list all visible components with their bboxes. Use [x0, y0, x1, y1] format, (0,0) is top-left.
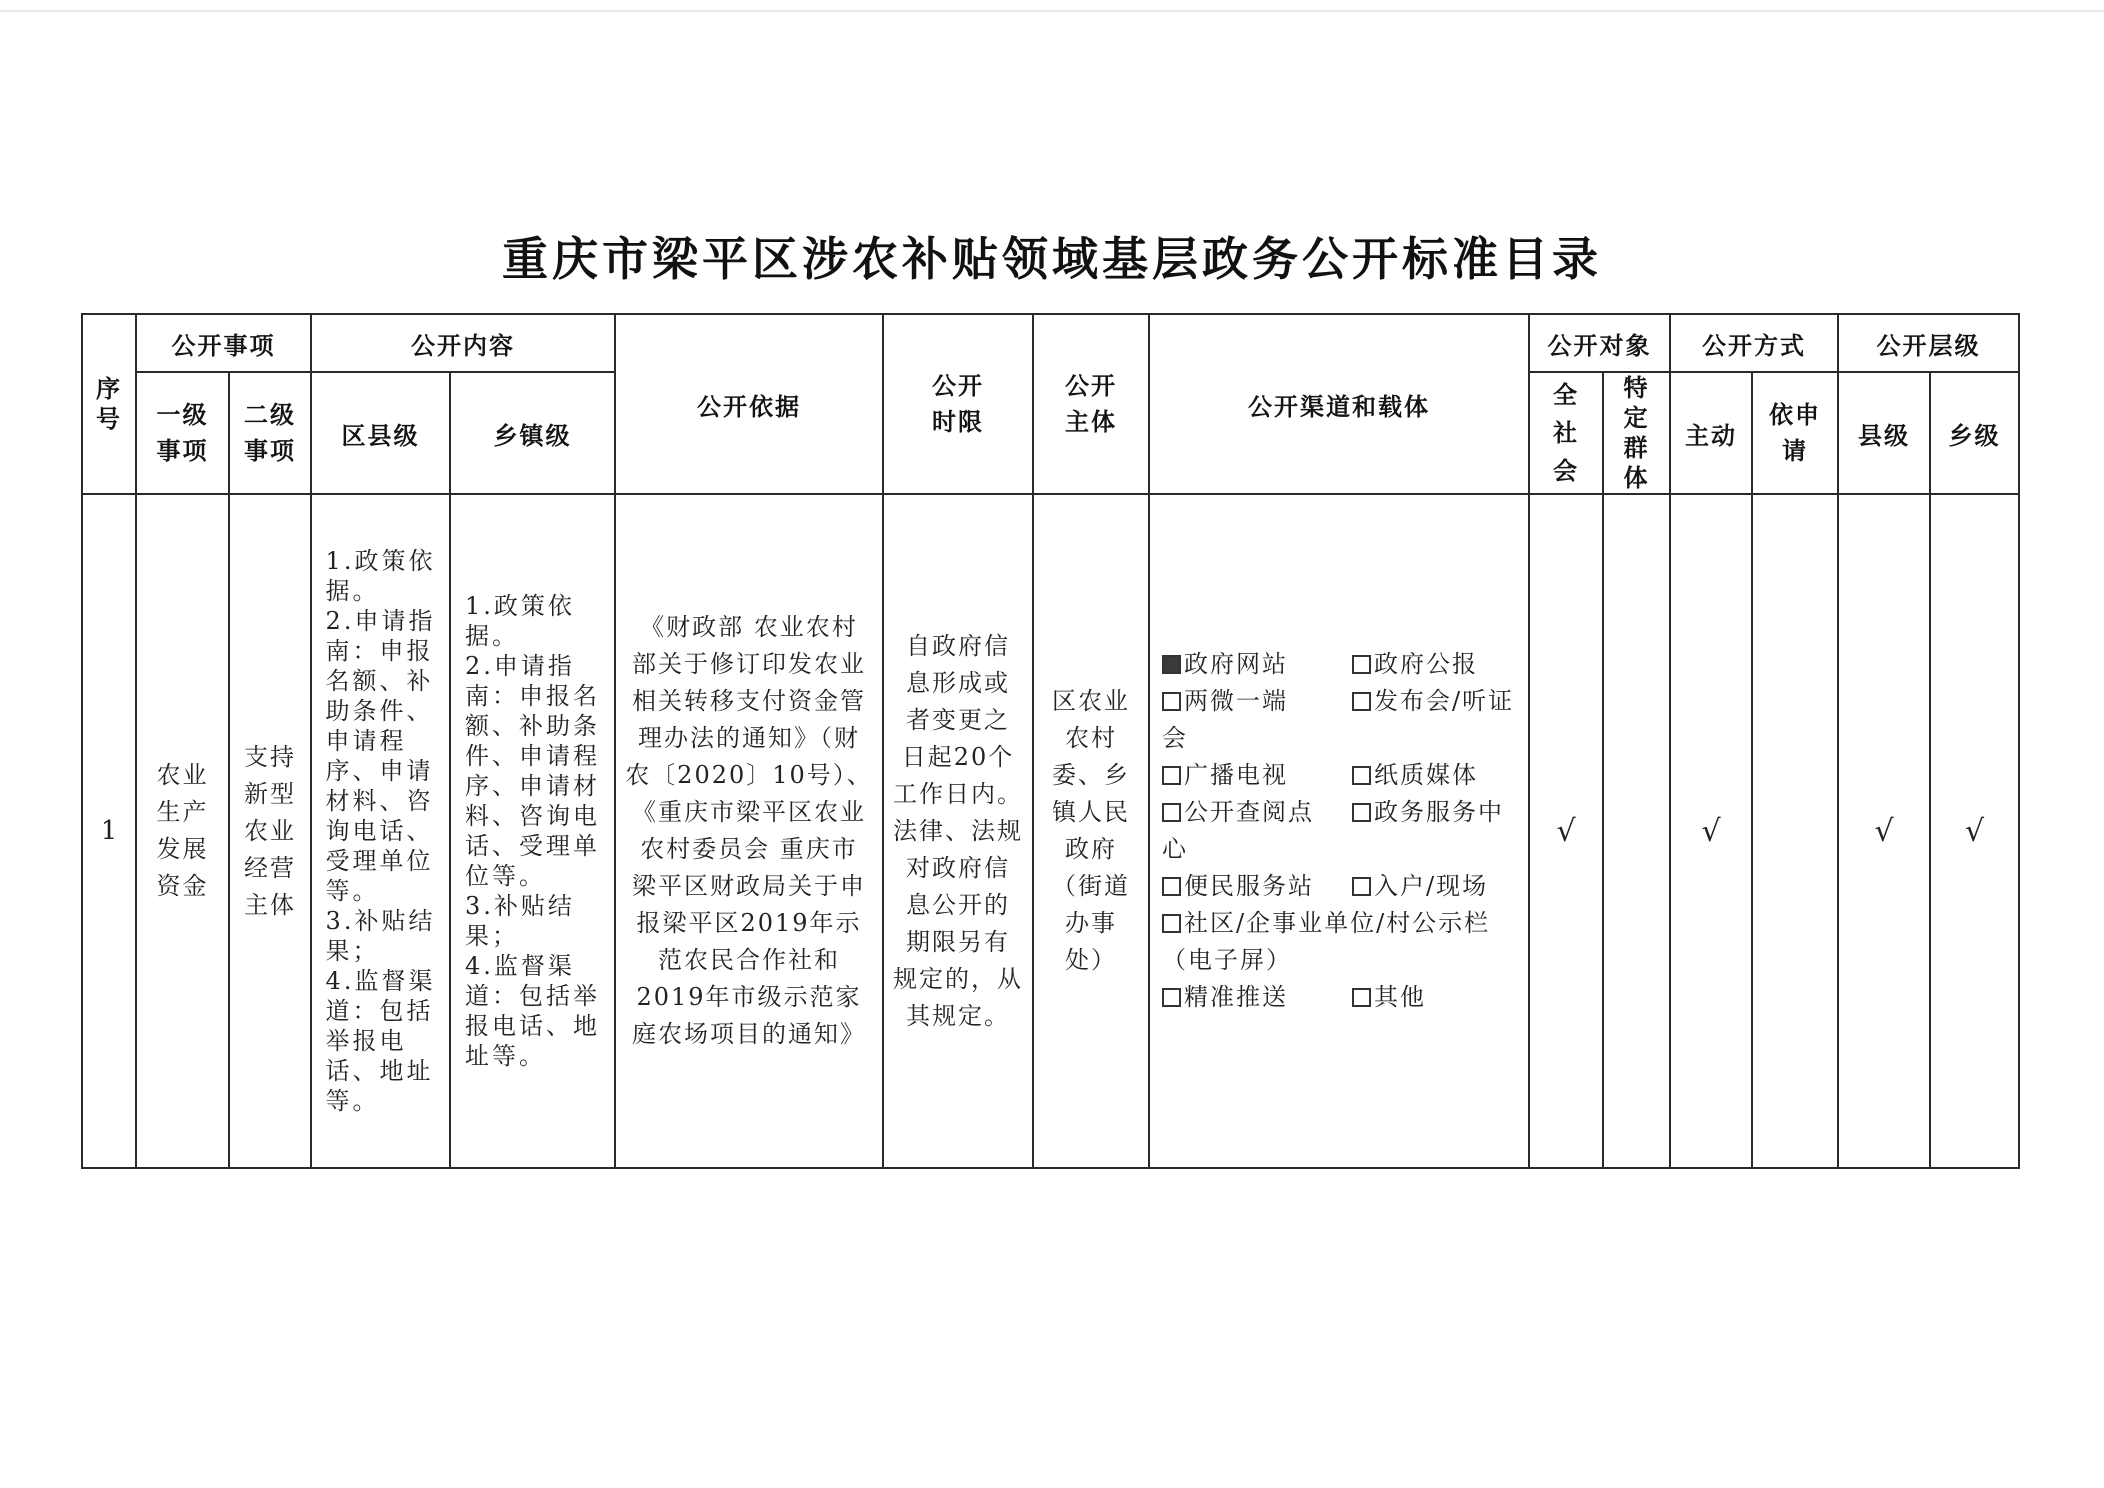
header-time-limit: 公开 时限 — [883, 314, 1033, 494]
channel-label: 政府公报 — [1374, 650, 1478, 678]
header-audience-all: 全 社 会 — [1529, 372, 1603, 494]
cell-method-active — [1670, 494, 1752, 1168]
checkbox-icon — [1352, 655, 1371, 674]
header-content-township: 乡镇级 — [450, 372, 615, 494]
channel-item — [1162, 794, 1352, 831]
channel-item — [1162, 909, 1490, 974]
checkbox-icon — [1162, 803, 1181, 822]
cell-basis: 《财政部 农业农村 部关于修订印发农业 相关转移支付资金管 理办法的通知》（财 农〔2020〕10号）、 《重庆市梁平区农业 农村委员会 重庆市 梁平区财政局关于申 报梁平区2019年示 范农民合作社和 2019年市级示范家 庭农场项目的通知》 — [615, 494, 883, 1168]
disclosure-catalog-table — [81, 313, 2020, 1169]
checkbox-icon — [1162, 877, 1181, 896]
cell-level-county — [1838, 494, 1930, 1168]
channel-item — [1352, 761, 1478, 789]
header-audience-group: 公开对象 — [1529, 314, 1670, 372]
checkbox-icon — [1162, 988, 1181, 1007]
header-seq: 序 号 — [82, 314, 136, 494]
table-row — [82, 494, 2019, 1168]
checkbox-icon — [1352, 766, 1371, 785]
cell-level-township — [1930, 494, 2019, 1168]
cell-audience-all — [1529, 494, 1603, 1168]
header-level-group: 公开层级 — [1838, 314, 2019, 372]
header-content-county: 区县级 — [311, 372, 450, 494]
channel-label: 便民服务站 — [1184, 872, 1314, 900]
header-method-request: 依申 请 — [1752, 372, 1838, 494]
channel-label: 精准推送 — [1184, 983, 1288, 1011]
checkbox-icon — [1162, 914, 1181, 933]
cell-time-limit: 自政府信 息形成或 者变更之 日起20个 工作日内。 法律、法规 对政府信 息公开的 期限另有 规定的，从 其规定。 — [883, 494, 1033, 1168]
channel-label: 两微一端 — [1184, 687, 1288, 715]
channel-label: 公开查阅点 — [1184, 798, 1314, 826]
cell-item-level1: 农业 生产 发展 资金 — [136, 494, 229, 1168]
cell-method-request — [1752, 494, 1838, 1168]
checkbox-icon — [1162, 766, 1181, 785]
header-row-top — [82, 314, 2019, 372]
header-item-level2: 二级 事项 — [229, 372, 311, 494]
header-level-township: 乡级 — [1930, 372, 2019, 494]
channel-label: 发布会/听证会 — [1162, 687, 1515, 752]
channel-item — [1162, 868, 1352, 905]
checkmark: √ — [1701, 813, 1721, 849]
channel-item — [1352, 872, 1488, 900]
header-method-group: 公开方式 — [1670, 314, 1838, 372]
cell-subject: 区农业 农村 委、乡 镇人民 政府 （街道 办事 处） — [1033, 494, 1149, 1168]
cell-channels — [1149, 494, 1529, 1168]
checkmark: √ — [1874, 813, 1894, 849]
cell-seq: 1 — [82, 494, 136, 1168]
channel-label: 其他 — [1374, 983, 1426, 1011]
checkbox-icon — [1162, 655, 1181, 674]
checkmark: √ — [1964, 813, 1985, 849]
channel-label: 纸质媒体 — [1374, 761, 1478, 789]
channel-item — [1162, 757, 1352, 794]
header-audience-specific: 特 定 群 体 — [1603, 372, 1670, 494]
channel-item — [1162, 646, 1352, 683]
checkmark: √ — [1556, 813, 1576, 849]
checkbox-icon — [1352, 803, 1371, 822]
document-title: 重庆市梁平区涉农补贴领域基层政务公开标准目录 — [502, 232, 1602, 286]
cell-audience-specific — [1603, 494, 1670, 1168]
header-level-county: 县级 — [1838, 372, 1930, 494]
header-subject: 公开 主体 — [1033, 314, 1149, 494]
cell-item-level2: 支持 新型 农业 经营 主体 — [229, 494, 311, 1168]
header-item-level1: 一级 事项 — [136, 372, 229, 494]
channel-list — [1162, 646, 1522, 1016]
checkbox-icon — [1352, 877, 1371, 896]
channel-item — [1162, 979, 1352, 1016]
header-basis: 公开依据 — [615, 314, 883, 494]
header-method-active: 主动 — [1670, 372, 1752, 494]
header-item-group: 公开事项 — [136, 314, 311, 372]
channel-label: 社区/企事业单位/村公示栏（电子屏） — [1162, 909, 1491, 974]
channel-label: 政府网站 — [1184, 650, 1288, 678]
cell-content-county: 1.政策依 据。 2.申请指 南：申报 名额、补 助条件、 申请程 序、申请 材料、咨 询电话、 受理单位 等。 3.补贴结 果； 4.监督渠 道：包括 举报电 话、地址 等。 — [311, 494, 450, 1168]
channel-item — [1352, 650, 1478, 678]
channel-label: 入户/现场 — [1374, 872, 1489, 900]
channel-item — [1162, 683, 1352, 720]
scan-edge-line — [0, 10, 2104, 12]
channel-item — [1352, 983, 1426, 1011]
checkbox-icon — [1352, 692, 1371, 711]
channel-label: 政务服务中心 — [1162, 798, 1504, 863]
header-channels: 公开渠道和载体 — [1149, 314, 1529, 494]
header-content-group: 公开内容 — [311, 314, 615, 372]
cell-content-township: 1.政策依 据。 2.申请指 南：申报名 额、补助条 件、申请程 序、申请材 料、咨询电 话、受理单 位等。 3.补贴结 果； 4.监督渠 道：包括举 报电话、地 址等。 — [450, 494, 615, 1168]
checkbox-icon — [1352, 988, 1371, 1007]
checkbox-icon — [1162, 692, 1181, 711]
channel-label: 广播电视 — [1184, 761, 1288, 789]
